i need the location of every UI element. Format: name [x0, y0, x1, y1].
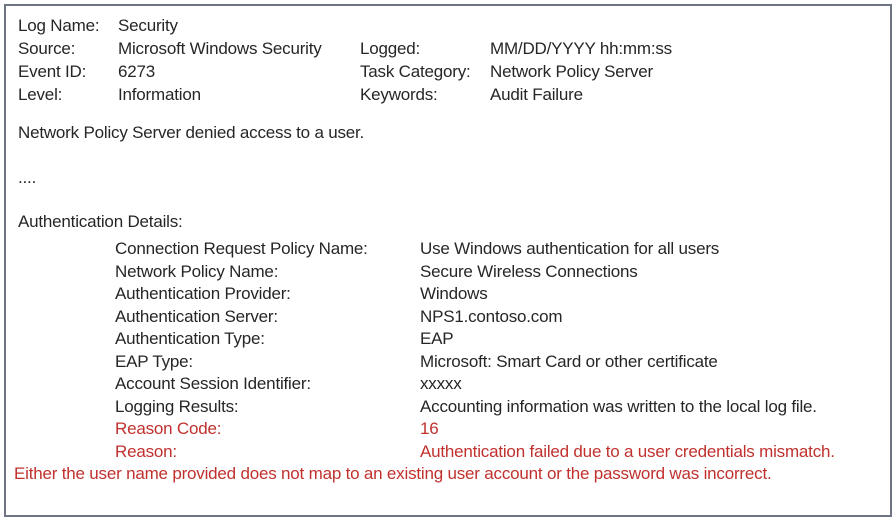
event-description: Network Policy Server denied access to a user. — [18, 123, 365, 142]
field-value: Network Policy Server — [490, 62, 654, 81]
detail-row — [18, 373, 876, 396]
ellipsis-text: .... — [18, 168, 37, 187]
header-row — [18, 14, 876, 37]
detail-label: Network Policy Name: — [115, 261, 279, 281]
detail-label: Authentication Type: — [115, 329, 265, 348]
field-label: Level: — [18, 85, 63, 104]
detail-label: EAP Type: — [115, 351, 193, 371]
header-row — [18, 83, 876, 106]
header-row — [18, 60, 876, 83]
field-value: Audit Failure — [490, 85, 583, 104]
field-label: Logged: — [360, 39, 421, 58]
field-label: Event ID: — [18, 62, 87, 81]
field-value: 6273 — [118, 62, 156, 81]
header-section — [18, 14, 876, 106]
detail-row-reason-code — [18, 418, 876, 441]
field-value: Security — [118, 16, 178, 35]
detail-value: EAP — [420, 329, 454, 348]
field-label: Task Category: — [360, 62, 471, 81]
footnote-text: Either the user name provided does not map to an existing user account or the password was incorrect. — [14, 464, 772, 483]
field-label: Keywords: — [360, 85, 438, 104]
detail-row — [18, 351, 876, 374]
detail-row — [18, 261, 876, 284]
detail-label: Connection Request Policy Name: — [115, 239, 368, 258]
detail-row — [18, 283, 876, 306]
detail-label: Reason Code: — [115, 419, 222, 438]
event-log-panel — [4, 4, 892, 517]
detail-value: Secure Wireless Connections — [420, 261, 638, 281]
detail-label: Authentication Server: — [115, 306, 278, 326]
detail-row — [18, 238, 876, 261]
detail-value: Windows — [420, 284, 488, 303]
detail-value: xxxxx — [420, 374, 462, 393]
detail-row — [18, 396, 876, 419]
field-label: Source: — [18, 39, 76, 58]
detail-row — [18, 328, 876, 351]
detail-label: Logging Results: — [115, 396, 239, 416]
field-value: Information — [118, 85, 201, 104]
detail-value: NPS1.contoso.com — [420, 306, 563, 326]
detail-value: Use Windows authentication for all users — [420, 239, 720, 258]
field-value: Microsoft Windows Security — [118, 39, 322, 58]
detail-value: Authentication failed due to a user credentials mismatch. — [420, 441, 835, 461]
detail-row — [18, 306, 876, 329]
detail-value: 16 — [420, 419, 439, 438]
details-section — [18, 238, 876, 463]
detail-label: Reason: — [115, 441, 177, 461]
header-row — [18, 37, 876, 60]
detail-label: Account Session Identifier: — [115, 374, 311, 393]
detail-label: Authentication Provider: — [115, 284, 291, 303]
detail-row-reason — [18, 441, 876, 464]
field-label: Log Name: — [18, 16, 100, 35]
field-value: MM/DD/YYYY hh:mm:ss — [490, 39, 672, 58]
auth-details-heading: Authentication Details: — [18, 212, 183, 231]
detail-value: Accounting information was written to the local log file. — [420, 396, 817, 416]
detail-value: Microsoft: Smart Card or other certificate — [420, 351, 718, 371]
